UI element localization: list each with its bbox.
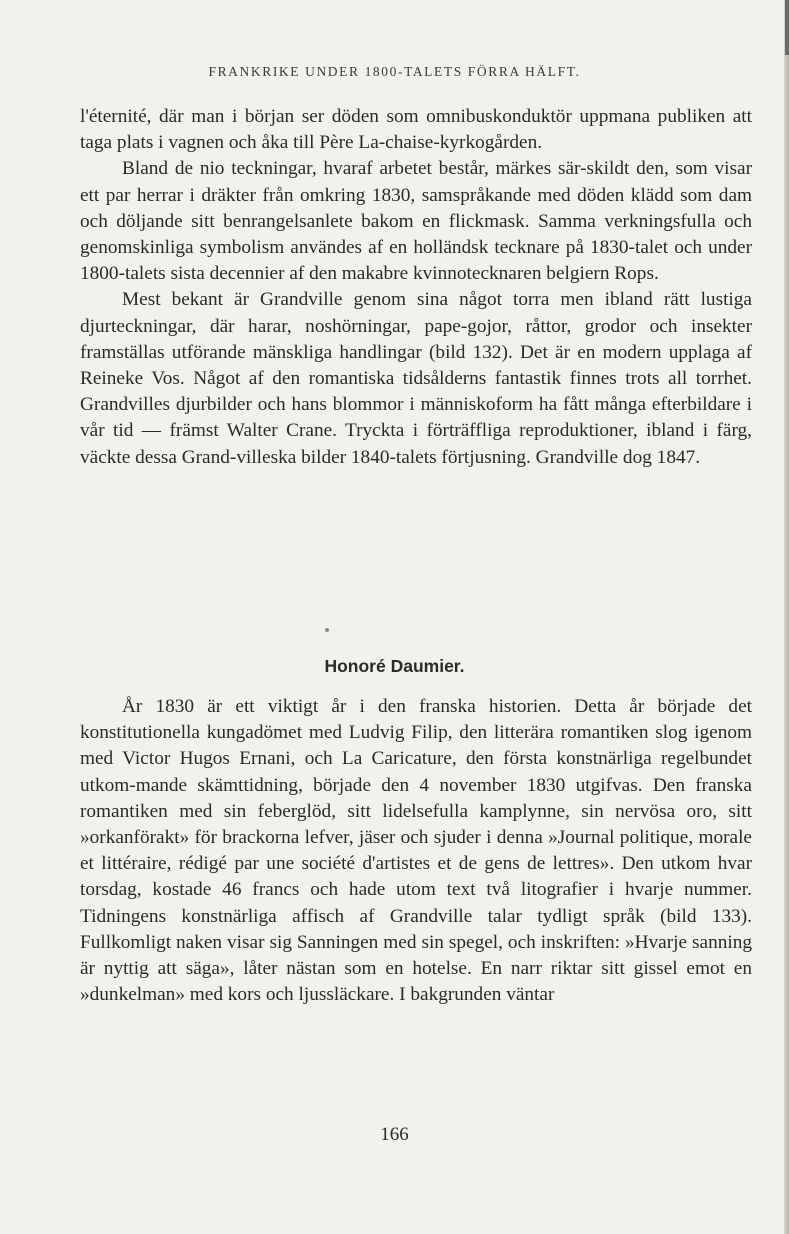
stray-mark [325,628,329,632]
page-edge-mark [785,0,789,55]
paragraph: Bland de nio teckningar, hvaraf arbetet består, märkes sär-skildt den, som visar ett par herrar i dräkter från omkring 1830, samspråkande med döden klädd som dam och döljande sitt benrangelsanlete bakom en flickmask. Samma verkningsfulla och genomskinliga symbolism användes af en holländsk tecknare på 1830-talet och under 1800-talets sista decennier af den makabre kvinnotecknaren belgiern Rops. [80,158,752,285]
paragraph: År 1830 är ett viktigt år i den franska historien. Detta år började det konstitutionella kungadömet med Ludvig Filip, den litterära romantiken slog igenom med Victor Hugos Ernani, och La Caricature, den första konstnärliga regelbundet utkom-mande skämttidning, började den 4 november 1830 utgifvas. Den franska romantiken med sin feberglöd, sitt lidelsefulla kamplynne, sin nervösa oro, sitt »orkanförakt» för brackorna lefver, jäser och sjuder i denna »Journal politique, morale et littéraire, rédigé par une société d'artistes et de gens de lettres». Den utkom hvar torsdag, kostade 46 francs och hade utom text två litografier i hvarje nummer. Tidningens konstnärliga affisch af Grandville talar tydligt språk (bild 133). Fullkomligt naken visar sig Sanningen med sin spegel, och inskriften: »Hvarje sanning är nyttig att säga», låter nästan som en hotelse. En narr riktar sitt gissel emot en »dunkelman» med kors och ljussläckare. I bakgrunden väntar [80,696,752,1006]
running-head: FRANKRIKE UNDER 1800-TALETS FÖRRA HÄLFT. [208,64,581,79]
body-text-section-2 [80,694,752,1008]
paragraph: Mest bekant är Grandville genom sina något torra men ibland rätt lustiga djurteckningar, där harar, noshörningar, pape-gojor, råttor, grodor och insekter framställas utförande mänskliga handlingar (bild 132). Det är en modern upplaga af Reineke Vos. Något af den romantiska tidsålderns fantastik finnes trots all torrhet. Grandvilles djurbilder och hans blommor i människoform ha fått många efterbildare i vår tid — främst Walter Crane. Tryckta i förträffliga reproduktioner, ibland i färg, väckte dessa Grand-villeska bilder 1840-talets förtjusning. Grandville dog 1847. [80,289,752,468]
page-number: 166 [380,1124,409,1145]
paragraph-continuation: l'éternité, där man i början ser döden som omnibuskonduktör uppmana publiken att taga plats i vagnen och åka till Père La-chaise-kyrkogården. [80,106,752,154]
page-edge [784,0,789,1234]
section-heading: Honoré Daumier. [324,656,465,676]
body-text-section-1 [80,104,752,471]
